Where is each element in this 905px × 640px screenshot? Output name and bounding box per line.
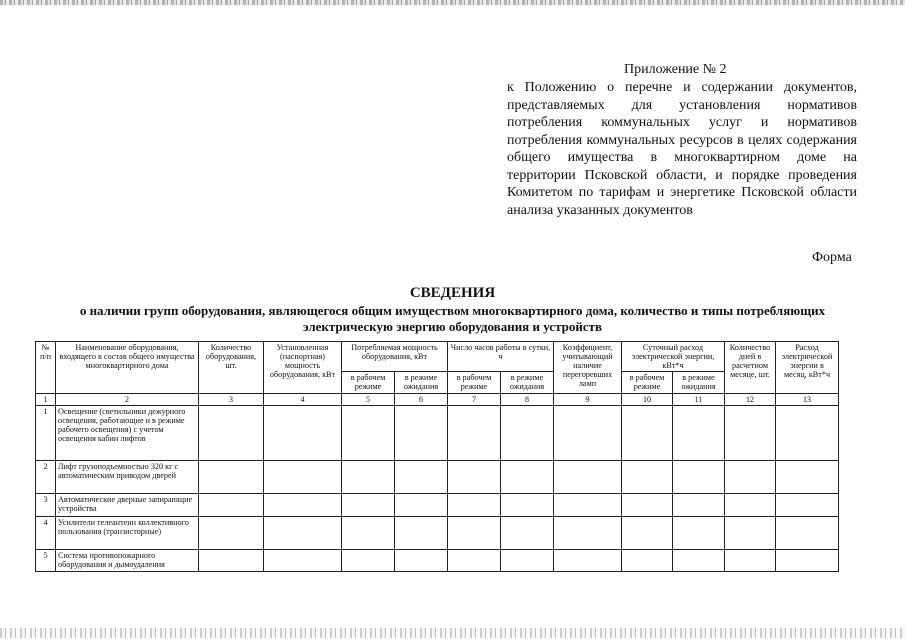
table-row (36, 461, 839, 494)
row-number: 2 (36, 461, 56, 494)
data-cell (199, 406, 264, 461)
form-label: Форма (812, 250, 852, 265)
appendix-text: к Положению о перечне и содержании документов, представляемых для установления нормативов потребления коммунальных услуг и нормативов потребления коммунальных ресурсов в целях содержания общего имущества в многоквартирном доме на территории Псковской области, и порядке проведения Комитетом по тарифам и энергетике Псковской области анализа указанных документов (507, 80, 857, 218)
data-cell (199, 517, 264, 550)
data-cell (501, 406, 554, 461)
header-name: Наименование оборудования, входящего в состав общего имущества многоквартирного дома (56, 342, 199, 394)
column-number: 5 (342, 394, 395, 406)
header-hours: Число часов работы в сутки, ч (448, 342, 554, 372)
data-cell (673, 406, 725, 461)
data-cell (199, 550, 264, 572)
equipment-table (35, 341, 839, 572)
data-cell (725, 517, 776, 550)
data-cell (776, 517, 839, 550)
column-number: 7 (448, 394, 501, 406)
column-number: 6 (395, 394, 448, 406)
data-cell (673, 517, 725, 550)
row-number: 3 (36, 494, 56, 517)
data-cell (725, 550, 776, 572)
scan-edge-top (0, 0, 905, 5)
column-number: 8 (501, 394, 554, 406)
data-cell (622, 461, 673, 494)
data-cell (673, 550, 725, 572)
data-cell (395, 517, 448, 550)
data-cell (199, 461, 264, 494)
header-quantity: Количество оборудования, шт. (199, 342, 264, 394)
row-number: 1 (36, 406, 56, 461)
data-cell (622, 406, 673, 461)
column-number: 3 (199, 394, 264, 406)
data-cell (725, 461, 776, 494)
data-cell (448, 517, 501, 550)
header-monthly-use: Расход электрической энергии в месяц, кВт*ч (776, 342, 839, 394)
data-cell (448, 461, 501, 494)
equipment-name: Лифт грузоподъемностью 320 кг с автоматическим приводом дверей (56, 461, 199, 494)
data-cell (342, 461, 395, 494)
subheader-hours-work: в рабочем режиме (448, 372, 501, 394)
table-row (36, 517, 839, 550)
column-number: 4 (264, 394, 342, 406)
appendix-number: Приложение № 2 (624, 62, 727, 77)
equipment-name: Освещение (светильники дежурного освещения, работающие и в режиме рабочего освещения) с учетом освещения кабин лифтов (56, 406, 199, 461)
table-row (36, 550, 839, 572)
table-row (36, 406, 839, 461)
data-cell (501, 550, 554, 572)
header-consumed-power: Потребляемая мощность оборудования, кВт (342, 342, 448, 372)
subheader-power-work: в рабочем режиме (342, 372, 395, 394)
data-cell (395, 406, 448, 461)
data-cell (448, 494, 501, 517)
data-cell (342, 517, 395, 550)
header-num: № п/п (36, 342, 56, 394)
table-header-row (36, 342, 839, 372)
data-cell (264, 550, 342, 572)
data-cell (776, 550, 839, 572)
data-cell (395, 461, 448, 494)
data-cell (554, 550, 622, 572)
subheader-power-standby: в режиме ожидания (395, 372, 448, 394)
data-cell (673, 494, 725, 517)
data-cell (554, 494, 622, 517)
data-cell (199, 494, 264, 517)
data-cell (342, 406, 395, 461)
data-cell (342, 550, 395, 572)
data-cell (264, 461, 342, 494)
scan-edge-bottom (0, 628, 905, 638)
data-cell (776, 461, 839, 494)
data-cell (622, 550, 673, 572)
data-cell (622, 494, 673, 517)
table-row (36, 494, 839, 517)
data-cell (673, 461, 725, 494)
row-number: 5 (36, 550, 56, 572)
column-number: 1 (36, 394, 56, 406)
column-number: 13 (776, 394, 839, 406)
data-cell (264, 517, 342, 550)
column-number: 12 (725, 394, 776, 406)
data-cell (448, 550, 501, 572)
subheader-daily-standby: в режиме ожидания (673, 372, 725, 394)
data-cell (725, 406, 776, 461)
header-coefficient: Коэффициент, учитывающий наличие перегоревших ламп (554, 342, 622, 394)
equipment-name: Система противопожарного оборудования и дымоудаления (56, 550, 199, 572)
data-cell (622, 517, 673, 550)
data-cell (554, 517, 622, 550)
data-cell (776, 406, 839, 461)
column-number: 10 (622, 394, 673, 406)
data-cell (554, 461, 622, 494)
data-cell (725, 494, 776, 517)
document-title: СВЕДЕНИЯ (409, 285, 496, 301)
header-days: Количество дней в расчетном месяце, шт. (725, 342, 776, 394)
header-daily-use: Суточный расход электрической энергии, кВт*ч (622, 342, 725, 372)
data-cell (501, 494, 554, 517)
data-cell (342, 494, 395, 517)
subheader-hours-standby: в режиме ожидания (501, 372, 554, 394)
data-cell (776, 494, 839, 517)
data-cell (395, 494, 448, 517)
data-cell (448, 406, 501, 461)
column-number-row (36, 394, 839, 406)
data-cell (395, 550, 448, 572)
column-number: 9 (554, 394, 622, 406)
header-installed-power: Установленная (паспортная) мощность оборудования, кВт (264, 342, 342, 394)
document-subtitle: о наличии групп оборудования, являющегося общим имуществом многоквартирного дома, количество и типы потребляющих электрическую энергию оборудования и устройств (79, 303, 826, 334)
subheader-daily-work: в рабочем режиме (622, 372, 673, 394)
equipment-name: Автоматические дверные запирающие устройства (56, 494, 199, 517)
data-cell (264, 406, 342, 461)
data-cell (501, 461, 554, 494)
data-cell (264, 494, 342, 517)
data-cell (554, 406, 622, 461)
column-number: 2 (56, 394, 199, 406)
data-cell (501, 517, 554, 550)
column-number: 11 (673, 394, 725, 406)
equipment-name: Усилители телеантенн коллективного пользования (транзисторные) (56, 517, 199, 550)
row-number: 4 (36, 517, 56, 550)
